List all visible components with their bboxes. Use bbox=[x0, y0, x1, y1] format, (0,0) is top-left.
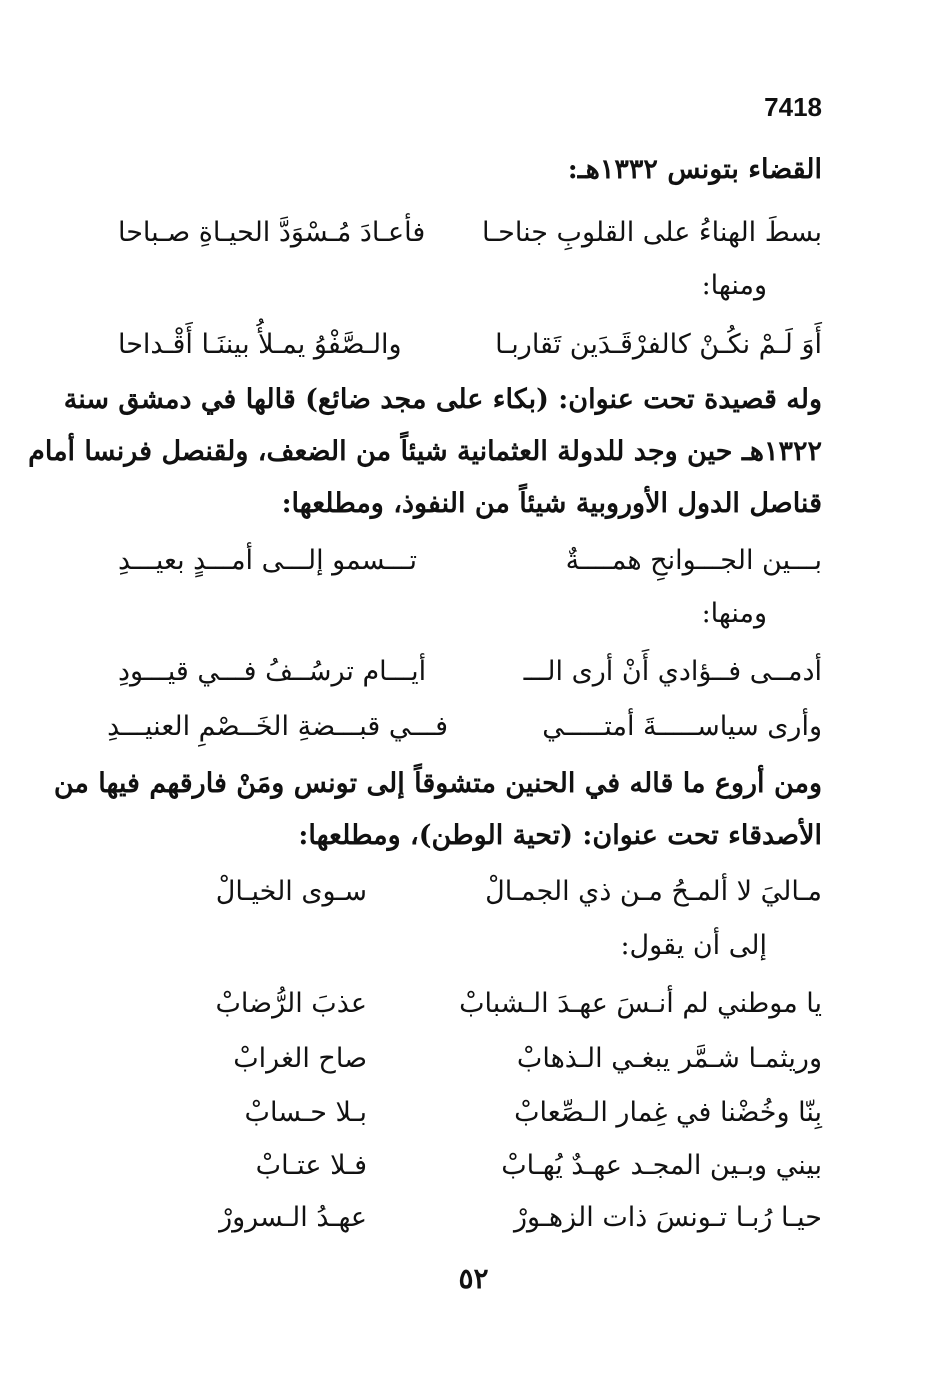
stanza-left-hemistich: صاح الغرابْ bbox=[233, 1043, 367, 1074]
paragraph-line: الأصدقاء تحت عنوان: (تحية الوطن)، ومطلعها: bbox=[298, 820, 822, 851]
page-id: 7418 bbox=[764, 92, 822, 122]
stanza-left-hemistich: بـلا حـسابْ bbox=[244, 1097, 367, 1128]
verse6-left-hemistich: سـوى الخيـالْ bbox=[215, 876, 367, 907]
paragraph-line: ومن أروع ما قاله في الحنين متشوقاً إلى تونس ومَنْ فارقهم فيها من bbox=[53, 768, 822, 799]
paragraph-line: قناصل الدول الأوروبية شيئاً من النفوذ، ومطلعها: bbox=[281, 488, 822, 519]
stanza-right-hemistich: يا موطني لم أنـسَ عهـدَ الـشبابْ bbox=[459, 988, 822, 1019]
stanza-left-hemistich: عهـدُ الـسرورْ bbox=[219, 1202, 367, 1233]
verse1-left-hemistich: فأعـادَ مُـسْوَدَّ الحيـاةِ صـباحا bbox=[118, 217, 426, 248]
verse5-left-hemistich: فـــي قبـــضةِ الخَــصْمِ العنيـــدِ bbox=[107, 711, 448, 742]
verse3-left-hemistich: تـــسمو إلـــى أمـــدٍ بعيـــدِ bbox=[118, 545, 418, 576]
verse6-right-hemistich: مـاليَ لا ألمـحُ مـن ذي الجمـالْ bbox=[485, 876, 822, 907]
verse1-right-hemistich: بسطَ الهناءُ على القلوبِ جناحـا bbox=[482, 217, 822, 248]
stanza-right-hemistich: بِنّا وخُضْنا في غِمار الـصِّعابْ bbox=[514, 1097, 822, 1128]
verse2-left-hemistich: والـصَّفْوُ يمـلأُ بيننَـا أَقْـداحا bbox=[118, 329, 402, 360]
wa-minha-label: ومنها: bbox=[701, 270, 767, 301]
verse2-right-hemistich: أَوَ لَـمْ نكُـنْ كالفرْقَـدَين تَقاربـا bbox=[495, 329, 822, 360]
paragraph-line: ١٣٢٢هـ حين وجد للدولة العثمانية شيئاً من الضعف، ولقنصل فرنسا أمام bbox=[28, 436, 822, 467]
page-number: ٥٢ bbox=[458, 1262, 489, 1295]
stanza-left-hemistich: عذبَ الرُّضابْ bbox=[215, 988, 367, 1019]
transition-label: إلى أن يقول: bbox=[620, 930, 767, 961]
verse5-right-hemistich: وأرى سياســـــةَ أمتـــــي bbox=[542, 711, 822, 742]
stanza-right-hemistich: بيني وبـين المجـد عهـدٌ يُهـابْ bbox=[501, 1150, 822, 1181]
paragraph-line: وله قصيدة تحت عنوان: (بكاء على مجد ضائع) قالها في دمشق سنة bbox=[63, 384, 822, 415]
stanza-right-hemistich: وريثمـا شـمَّر يبغـي الـذهابْ bbox=[516, 1043, 822, 1074]
stanza-left-hemistich: فـلا عتـابْ bbox=[255, 1150, 367, 1181]
stanza-right-hemistich: حيـا رُبـا تـونسَ ذات الزهـورْ bbox=[513, 1202, 822, 1233]
intro-line: القضاء بتونس ١٣٣٢هـ: bbox=[567, 154, 822, 185]
verse4-right-hemistich: أدمــى فــؤادي أَنْ أرى الـــ bbox=[523, 656, 822, 687]
verse4-left-hemistich: أيـــام ترسُــفُ فـــي قيـــودِ bbox=[118, 656, 427, 687]
wa-minha-label: ومنها: bbox=[701, 598, 767, 629]
verse3-right-hemistich: بـــين الجـــوانحِ همــــةٌ bbox=[565, 545, 822, 576]
